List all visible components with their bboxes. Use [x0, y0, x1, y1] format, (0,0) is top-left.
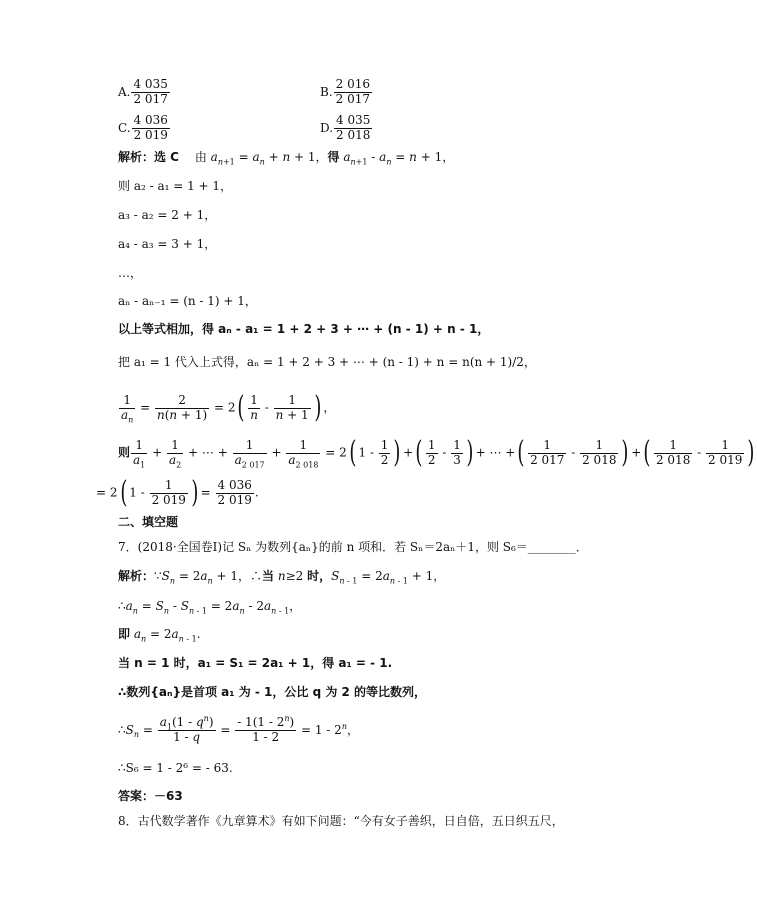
q7-solution-3: 即 $a_n = 2a_{n - 1}$.	[118, 627, 201, 644]
option-fraction: $\frac{4 035}{2 017}$	[133, 77, 168, 106]
solution-line-10: 则 $\frac{1}{a_1}$ + $\frac{1}{a_2}$ + ⋯ + $\frac{1}{a_{2 017}}$ + $\frac{1}{a_{2 018}}$ = 2( 1 - $\frac{1}{2}$ ) +( $\frac{1}{2}$ - $\frac{1}{3}$ ) + ⋯ +( $\frac{1}{2 017}$ - $\frac{1}{2 018}$ ) +( $\frac{1}{2 018}$ - $\frac{1}{2 019}$ )	[118, 435, 755, 470]
option-b	[320, 78, 373, 107]
solution-line-7: 以上等式相加，得 aₙ - a₁ = 1 + 2 + 3 + ⋯ + (n - 1) + n - 1，	[118, 322, 490, 336]
option-fraction: $\frac{4 035}{2 018}$	[336, 113, 371, 142]
option-d	[320, 114, 373, 143]
section-heading: 二、填空题	[118, 515, 179, 529]
q7-answer: 答案：－63	[118, 789, 183, 803]
solution-line-3: a₃ - a₂ = 2 + 1，	[118, 208, 217, 222]
solution-head: 解析：选 C	[118, 150, 179, 164]
option-fraction: $\frac{4 036}{2 019}$	[133, 113, 168, 142]
solution-line-8: 把 a₁ = 1 代入上式得，aₙ = 1 + 2 + 3 + ⋯ + (n - 1) + n = n(n + 1)/2，	[118, 355, 536, 369]
q7-solution-7: ∴S₆ = 1 - 2⁶ = - 63.	[118, 761, 233, 775]
option-label: B.	[320, 85, 333, 100]
solution-line-4: a₄ - a₃ = 3 + 1，	[118, 237, 217, 251]
option-a	[118, 78, 171, 107]
q7-solution-5: ∴数列{aₙ}是首项 a₁ 为 - 1，公比 q 为 2 的等比数列，	[118, 685, 427, 699]
option-fraction: $\frac{2 016}{2 017}$	[335, 77, 370, 106]
question-7: 7．(2018·全国卷Ⅰ)记 Sₙ 为数列{aₙ}的前 n 项和．若 Sₙ＝2aₙ＋1，则 S₆＝________．	[118, 540, 588, 554]
q7-solution-6: $\therefore S_n$ = $\frac{a_1(1 - q^n)}{1 - q}$ = $\frac{- 1(1 - 2^n)}{1 - 2}$ = 1 - 2$^n$，	[118, 714, 359, 744]
option-label: A.	[118, 85, 131, 100]
solution-line-9: $\frac{1}{a_n}$ = $\frac{2}{n(n + 1)}$ = 2( $\frac{1}{n}$ - $\frac{1}{n + 1}$ ) ，	[121, 390, 336, 425]
solution-line-5: …，	[118, 266, 143, 280]
q7-solution-1: 解析：$\because S_n = 2a_n + 1$，∴当 n≥2 时，$S_{n - 1} = 2a_{n - 1} + 1$，	[118, 569, 446, 586]
q7-solution-4: 当 n = 1 时，a₁ = S₁ = 2a₁ + 1，得 a₁ = - 1.	[118, 656, 393, 670]
option-label: D.	[320, 121, 334, 136]
option-label: C.	[118, 121, 131, 136]
solution-formula: 由 $a_{n+1} = a_n + n + 1$，得 $a_{n+1} - a_n = n + 1$，	[182, 150, 455, 167]
q7-solution-2: $\therefore a_n = S_n - S_{n - 1} = 2a_n - 2a_{n - 1}$，	[118, 599, 302, 616]
solution-line-2: 则 a₂ - a₁ = 1 + 1，	[118, 179, 233, 193]
solution-line-11: = 2( 1 - $\frac{1}{2 019}$ ) = $\frac{4 036}{2 019}$ .	[96, 475, 259, 510]
question-8: 8．古代数学著作《九章算术》有如下问题：“今有女子善织，日自倍，五日织五尺，	[118, 814, 564, 828]
solution-line-1	[118, 150, 455, 167]
solution-line-6: aₙ - aₙ₋₁ = (n - 1) + 1，	[118, 294, 257, 308]
option-c	[118, 114, 171, 143]
